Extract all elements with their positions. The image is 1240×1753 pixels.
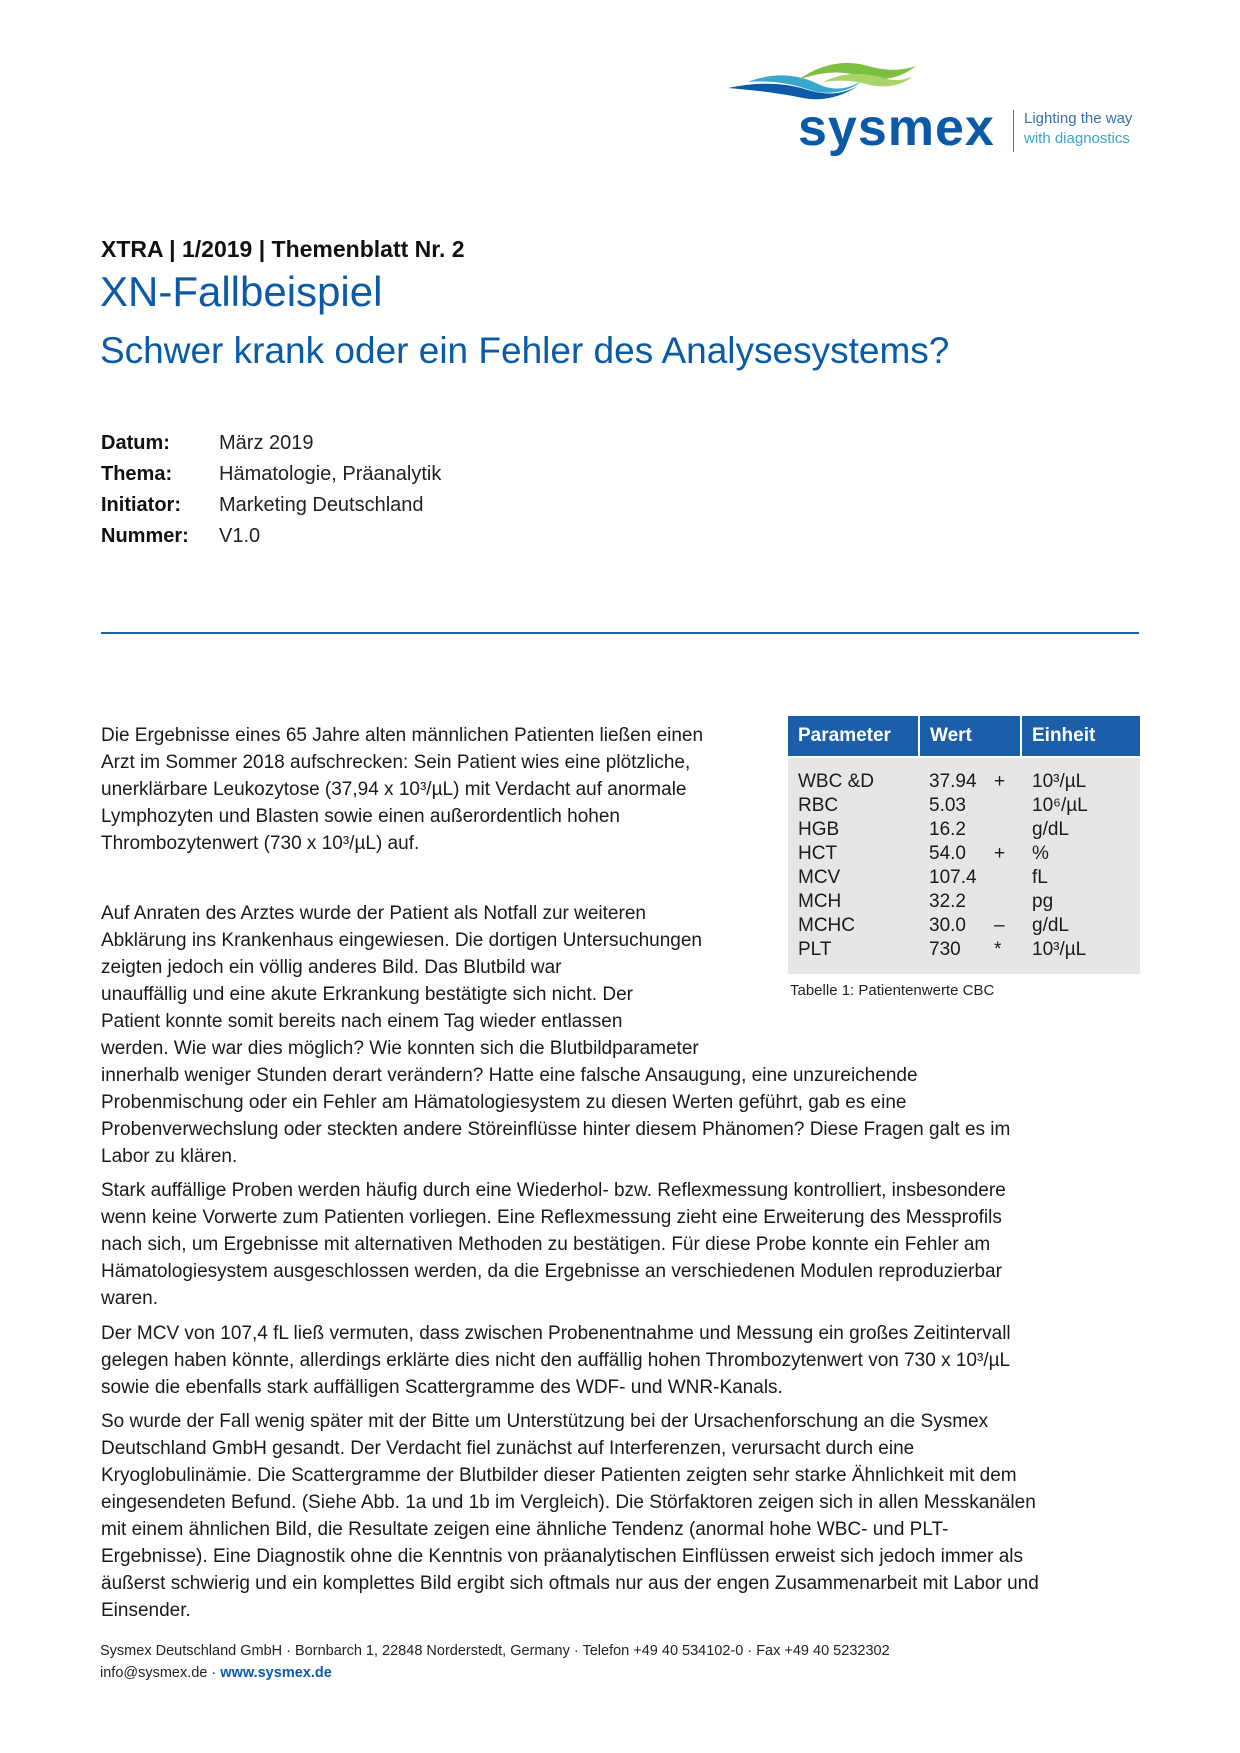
footer-separator: · [207,1665,221,1681]
text-line: eingesendeten Befund. (Siehe Abb. 1a und 1b im Vergleich). Die Störfaktoren zeigen sich in allen Messkanälen [101,1492,1036,1513]
text-line: Stark auffällige Proben werden häufig durch eine Wiederhol- bzw. Reflexmessung kontrolliert, insbesondere [101,1180,1006,1201]
cell-parameter: HGB [798,819,840,840]
text-line: äußerst schwierig und ein komplettes Bild ergibt sich oftmals nur aus der engen Zusammenarbeit mit Labor und [101,1573,1039,1594]
paragraph-mcv [101,1320,1011,1401]
footer-contact [100,1665,332,1681]
table-row [788,818,1140,842]
cell-flag: * [994,939,1002,960]
paragraph-cryoglobulinemia [101,1408,1039,1624]
logo-divider [1013,110,1014,152]
text-line: Thrombozytenwert (730 x 10³/µL) auf. [101,833,420,854]
cell-unit: fL [1032,867,1048,888]
text-line: mit einem ähnlichen Bild, die Resultate zeigen eine ähnliche Tendenz (anormal hohe WBC- und PLT- [101,1519,949,1540]
cell-parameter: MCHC [798,915,855,936]
paragraph-intro [101,722,703,857]
cell-value: 730 [929,939,961,960]
cell-parameter: HCT [798,843,838,864]
cell-parameter: MCV [798,867,841,888]
text-line: Patient konnte somit bereits nach einem Tag wieder entlassen [101,1011,623,1032]
text-line: sowie die ebenfalls stark auffälligen Scattergramme des WDF- und WNR-Kanals. [101,1377,783,1398]
logo-tagline-1: Lighting the way [1024,110,1133,127]
cell-unit: g/dL [1032,915,1069,936]
document-title: XN-Fallbeispiel [100,268,383,315]
cell-unit: g/dL [1032,819,1069,840]
cell-value: 5.03 [929,795,966,816]
text-line: unauffällig und eine akute Erkrankung bestätigte sich nicht. Der [101,984,633,1005]
cell-value: 32.2 [929,891,966,912]
cell-value: 16.2 [929,819,966,840]
logo-tagline-2: with diagnostics [1024,130,1130,147]
text-line: Kryoglobulinämie. Die Scattergramme der Blutbilder dieser Patienten zeigten sehr starke Ähnlichkeit mit dem [101,1465,1017,1486]
text-line: So wurde der Fall wenig später mit der Bitte um Unterstützung bei der Ursachenforschung an die Sysmex [101,1411,989,1432]
text-line: Hämatologiesystem ausgeschlossen werden, da die Ergebnisse an verschiedenen Modulen reproduzierbar [101,1261,1002,1282]
footer-email-link[interactable]: info@sysmex.de [100,1665,208,1681]
header-divider [101,632,1139,634]
cell-unit: % [1032,843,1049,864]
text-line: zeigten jedoch ein völlig anderes Bild. Das Blutbild war [101,957,562,978]
meta-key: Thema: [101,463,173,485]
cell-value: 107.4 [929,867,977,888]
text-line: Deutschland GmbH gesandt. Der Verdacht fiel zunächst auf Interferenzen, verursacht durch eine [101,1438,915,1459]
text-line: nach sich, um Ergebnisse mit alternativen Methoden zu bestätigen. Für diese Probe konnte ein Fehler am [101,1234,991,1255]
text-line: Lymphozyten und Blasten sowie einen außerordentlich hohen [101,806,620,827]
meta-key: Datum: [101,432,170,454]
meta-value: Marketing Deutschland [219,494,424,516]
text-line: wenn keine Vorwerte zum Patienten vorliegen. Eine Reflexmessung zieht eine Erweiterung des Messprofils [101,1207,1002,1228]
logo-wordmark: sysmex [798,99,995,157]
cell-flag: + [994,771,1006,792]
cell-parameter: PLT [798,939,832,960]
cell-value: 37.94 [929,771,977,792]
text-line: Probenverwechslung oder steckten andere Störeinflüsse hinter diesem Phänomen? Diese Fragen galt es im [101,1119,1011,1140]
text-line: Auf Anraten des Arztes wurde der Patient als Notfall zur weiteren [101,903,646,924]
cell-unit: 10⁶/µL [1032,795,1088,816]
cell-value: 30.0 [929,915,966,936]
column-header-unit: Einheit [1022,716,1140,756]
cell-parameter: WBC &D [798,771,874,792]
meta-key: Initiator: [101,494,181,516]
column-header-value: Wert [920,716,1020,756]
text-line: Abklärung ins Krankenhaus eingewiesen. Die dortigen Untersuchungen [101,930,702,951]
meta-value: Hämatologie, Präanalytik [219,463,442,485]
text-line: innerhalb weniger Stunden derart verändern? Hatte eine falsche Ansaugung, eine unzureichende [101,1065,918,1086]
cell-unit: 10³/µL [1032,771,1087,792]
meta-value: März 2019 [219,432,314,454]
text-line: Labor zu klären. [101,1146,238,1167]
paragraph-emergency [101,900,1010,1170]
text-line: unerklärbare Leukozytose (37,94 x 10³/µL) mit Verdacht auf anormale [101,779,687,800]
footer-website-link[interactable]: www.sysmex.de [220,1665,332,1681]
text-line: werden. Wie war dies möglich? Wie konnten sich die Blutbildparameter [101,1038,699,1059]
text-line: Arzt im Sommer 2018 aufschrecken: Sein Patient wies eine plötzliche, [101,752,691,773]
text-line: Ergebnisse). Eine Diagnostik ohne die Kenntnis von präanalytischen Einflüssen erweist sich jedoch immer als [101,1546,1023,1567]
cell-value: 54.0 [929,843,966,864]
series-line: XTRA | 1/2019 | Themenblatt Nr. 2 [101,236,465,262]
cell-unit: pg [1032,891,1054,912]
text-line: Probenmischung oder ein Fehler am Hämatologiesystem zu diesen Werten geführt, gab es eine [101,1092,907,1113]
paragraph-reflex [101,1177,1006,1312]
text-line: gelegen haben könnte, allerdings erklärte dies nicht den auffällig hohen Thrombozytenwert von 730 x 10³/µL [101,1350,1011,1371]
table-row [788,866,1140,890]
text-line: waren. [101,1288,159,1309]
table-caption: Tabelle 1: Patientenwerte CBC [790,982,995,999]
text-line: Der MCV von 107,4 fL ließ vermuten, dass zwischen Probenentnahme und Messung ein großes Zeitintervall [101,1323,1011,1344]
cell-unit: 10³/µL [1032,939,1087,960]
table-row [788,842,1140,866]
table-row [788,770,1140,794]
cell-flag: + [994,843,1006,864]
meta-key: Nummer: [101,525,189,547]
text-line: Einsender. [101,1600,191,1621]
cell-flag: – [994,915,1005,936]
column-header-parameter: Parameter [788,716,918,756]
sysmex-logo [728,60,1148,160]
cell-parameter: MCH [798,891,842,912]
meta-value: V1.0 [219,525,261,547]
document-subtitle: Schwer krank oder ein Fehler des Analysesystems? [100,330,950,371]
table-row [788,794,1140,818]
text-line: Die Ergebnisse eines 65 Jahre alten männlichen Patienten ließen einen [101,725,704,746]
footer-address: Sysmex Deutschland GmbH · Bornbarch 1, 22848 Norderstedt, Germany · Telefon +49 40 534102-0 · Fax +49 40 5232302 [100,1643,890,1659]
table-header [788,716,1140,756]
cell-parameter: RBC [798,795,839,816]
